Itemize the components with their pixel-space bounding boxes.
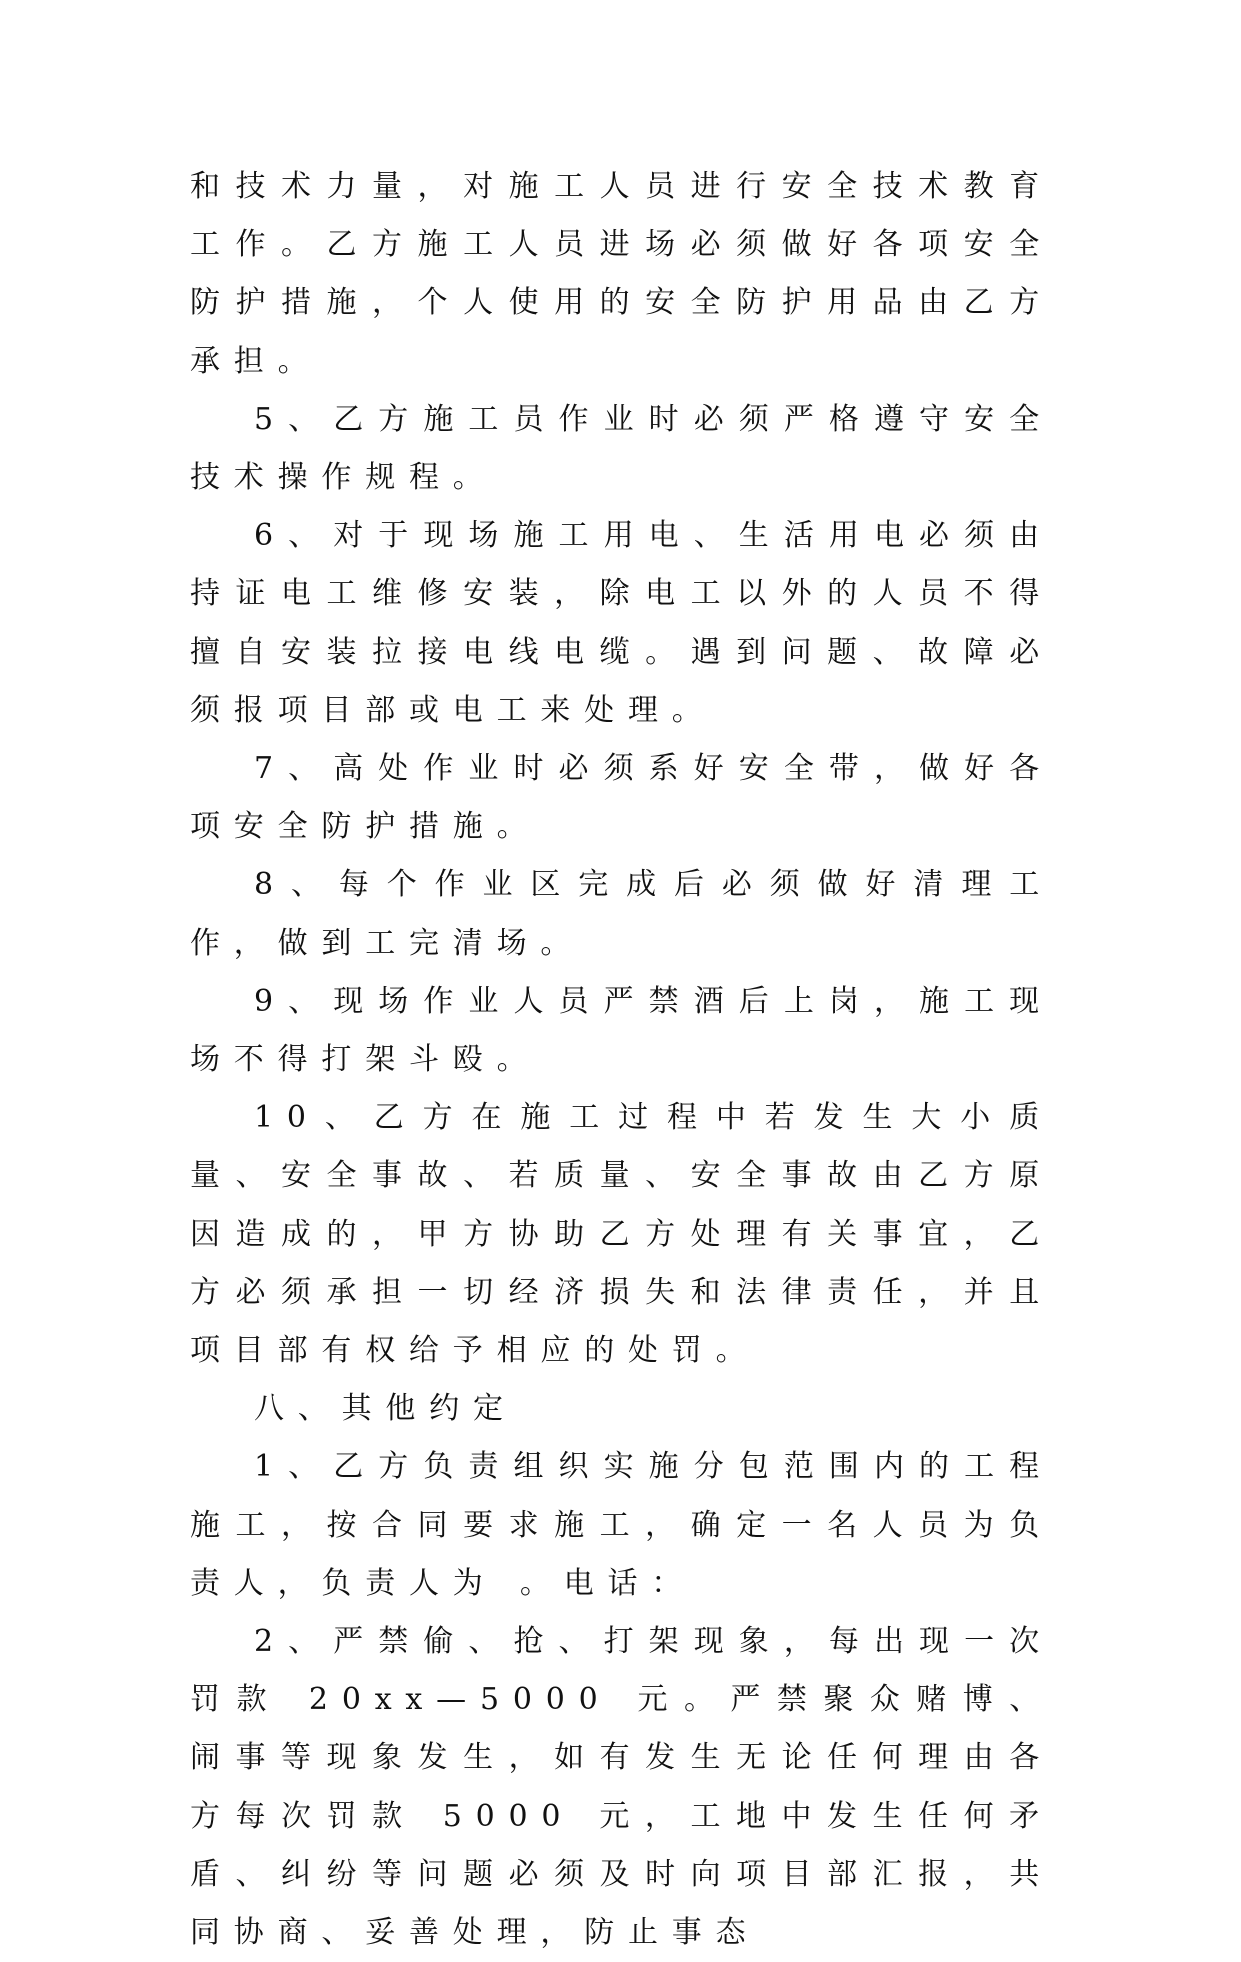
paragraph-item-10: 10、乙方在施工过程中若发生大小质量、安全事故、若质量、安全事故由乙方原因造成的，甲方协助乙方处理有关事宜，乙方必须承担一切经济损失和法律责任，并且项目部有权给予相应的处罚。	[190, 1100, 1053, 1369]
paragraph-safety-education-continued: 和技术力量，对施工人员进行安全技术教育工作。乙方施工人员进场必须做好各项安全防护措施，个人使用的安全防护用品由乙方承担。	[190, 169, 1053, 379]
paragraph-item-7: 7、高处作业时必须系好安全带，做好各项安全防护措施。	[190, 751, 1053, 845]
paragraph-agreement-1: 1、乙方负责组织实施分包范围内的工程施工，按合同要求施工，确定一名人员为负责人，负责人为 。电话：	[190, 1449, 1053, 1601]
paragraph-item-5: 5、乙方施工员作业时必须严格遵守安全技术操作规程。	[190, 401, 1053, 496]
paragraph-agreement-2: 2、严禁偷、抢、打架现象，每出现一次罚款 20xx—5000 元。严禁聚众赌博、闹事等现象发生，如有发生无论任何理由各方每次罚款 5000 元，工地中发生任何矛盾、纠纷等问题必须及时向项目部汇报，共同协商、妥善处理，防止事态	[190, 1624, 1053, 1951]
section-heading-other-agreements: 八、其他约定	[254, 1391, 517, 1427]
paragraph-item-8: 8、每个作业区完成后必须做好清理工作，做到工完清场。	[190, 867, 1053, 961]
paragraph-item-6: 6、对于现场施工用电、生活用电必须由持证电工维修安装，除电工以外的人员不得擅自安装拉接电线电缆。遇到问题、故障必须报项目部或电工来处理。	[190, 518, 1053, 728]
document-body	[190, 158, 1053, 1962]
paragraph-item-9: 9、现场作业人员严禁酒后上岗，施工现场不得打架斗殴。	[190, 983, 1053, 1078]
